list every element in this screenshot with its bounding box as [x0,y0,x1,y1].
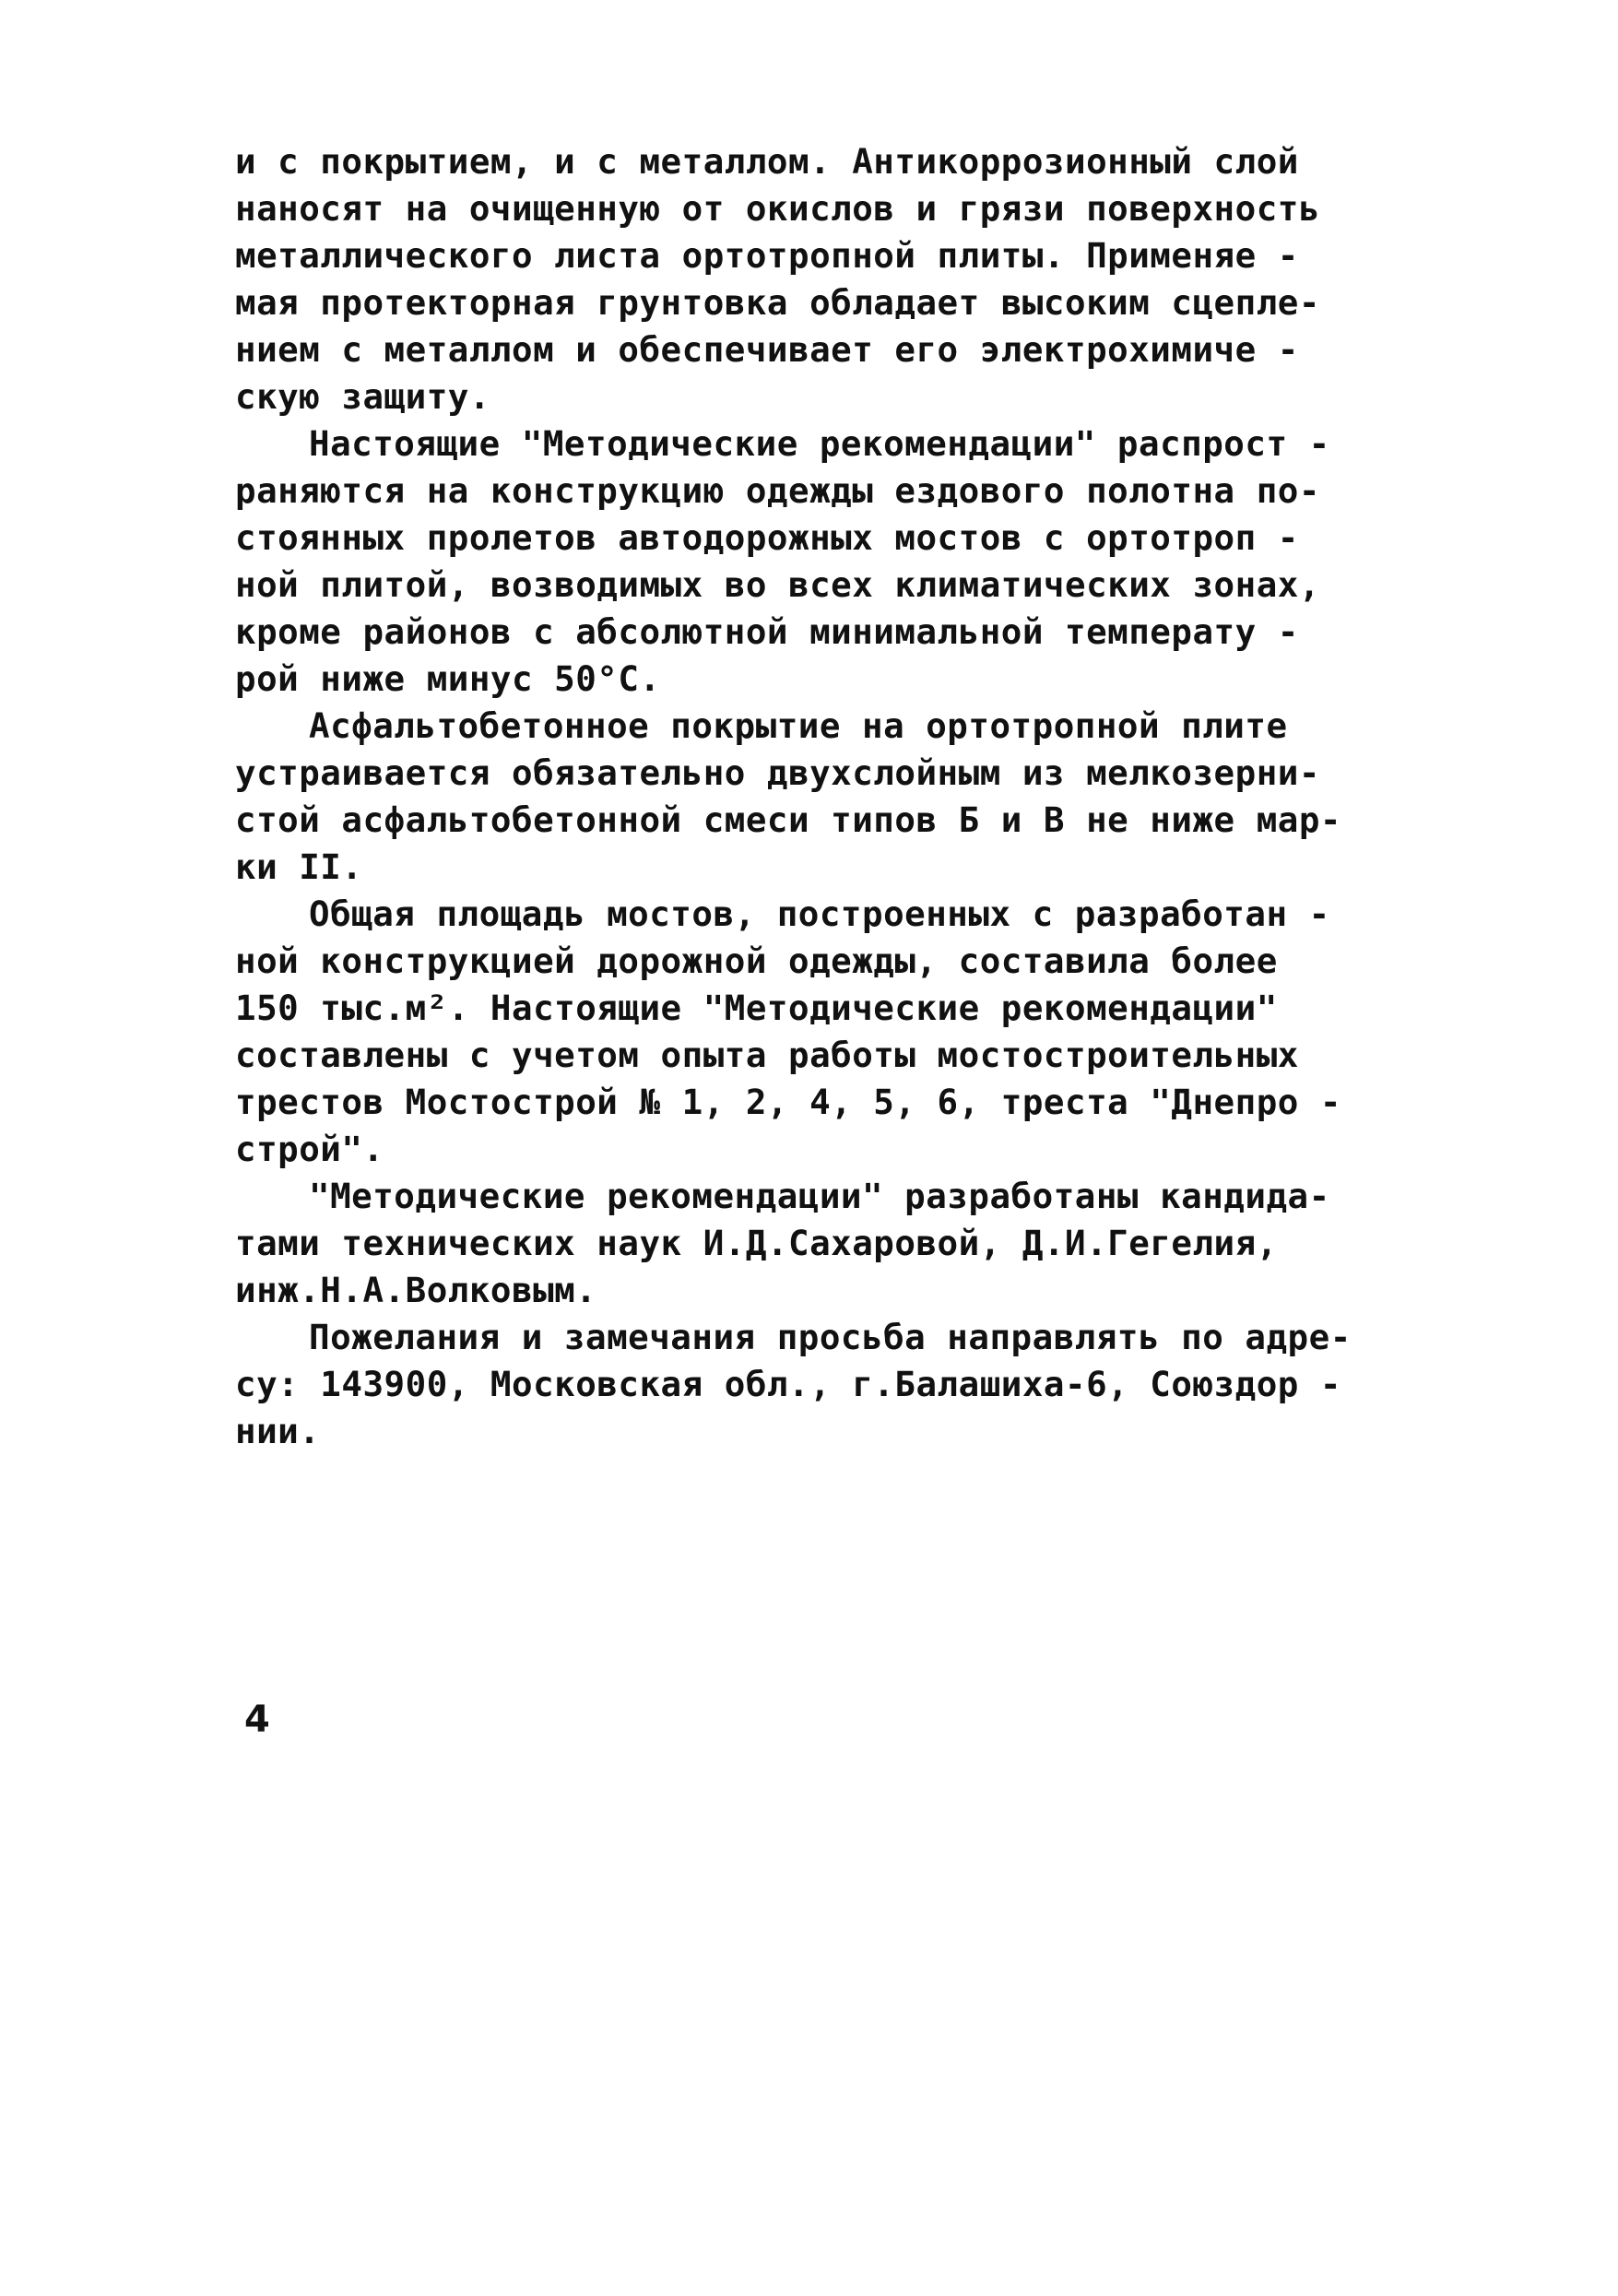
text-line: рой ниже минус 50°С. [235,658,661,699]
text-line: металлического листа ортотропной плиты. Применяе - [235,235,1299,276]
text-line: нии. [235,1411,321,1451]
text-line: стой асфальтобетонной смеси типов Б и В не ниже мар- [235,799,1341,840]
text-line: и с покрытием, и с металлом. Антикоррозионный слой [235,141,1299,182]
text-line: ной конструкцией дорожной одежды, составила более [235,941,1278,981]
text-line: Общая площадь мостов, построенных с разработан - [309,894,1330,934]
text-line: составлены с учетом опыта работы мостостроительных [235,1035,1299,1075]
paragraph-3 [235,703,1443,891]
paragraph-6 [235,1314,1443,1455]
paragraph-1 [235,138,1443,420]
text-line: Настоящие "Методические рекомендации" распрост - [309,423,1330,464]
text-line: кроме районов с абсолютной минимальной температу - [235,611,1299,652]
text-line: ки II. [235,846,363,887]
paragraph-4 [235,891,1443,1173]
text-line: тами технических наук И.Д.Сахаровой, Д.И.Гегелия, [235,1223,1278,1263]
page-number: 4 [244,1698,270,1741]
text-line: раняются на конструкцию одежды ездового полотна по- [235,470,1320,511]
text-line: инж.Н.А.Волковым. [235,1270,597,1310]
text-line: наносят на очищенную от окислов и грязи поверхность [235,188,1320,229]
paragraph-5 [235,1173,1443,1314]
text-line: стоянных пролетов автодорожных мостов с ортотроп - [235,517,1299,558]
text-line: Асфальтобетонное покрытие на ортотропной плите [309,705,1288,746]
text-line: трестов Мостострой № 1, 2, 4, 5, 6, треста "Днепро - [235,1082,1341,1122]
text-line: "Методические рекомендации" разработаны кандида- [309,1176,1330,1216]
text-line: су: 143900, Московская обл., г.Балашиха-6, Союздор - [235,1364,1341,1404]
paragraph-2 [235,420,1443,703]
text-line: 150 тыс.м². Настоящие "Методические рекомендации" [235,988,1278,1028]
text-line: строй". [235,1129,384,1169]
text-line: мая протекторная грунтовка обладает высоким сцепле- [235,282,1320,323]
text-line: устраивается обязательно двухслойным из мелкозерни- [235,752,1320,793]
text-line: ной плитой, возводимых во всех климатических зонах, [235,564,1320,605]
text-line: нием с металлом и обеспечивает его электрохимиче - [235,329,1299,370]
document-body [235,138,1443,1455]
text-line: Пожелания и замечания просьба направлять по адре- [309,1317,1352,1357]
text-line: скую защиту. [235,376,490,417]
